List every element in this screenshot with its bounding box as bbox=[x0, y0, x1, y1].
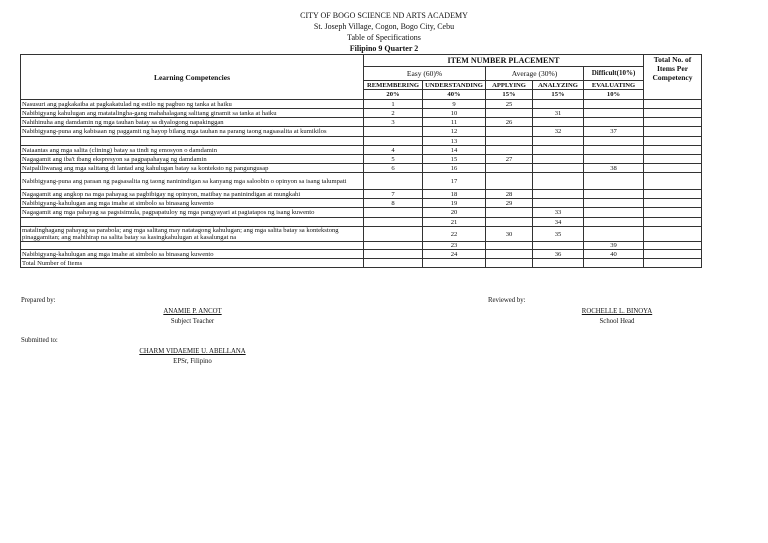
reviewer-name: ROCHELLE L. BINOYA bbox=[581, 308, 653, 315]
remembering-item-cell: 6 bbox=[364, 164, 423, 173]
total-items-cell bbox=[644, 259, 702, 268]
understanding-item-cell: 16 bbox=[423, 164, 486, 173]
total-items-cell bbox=[644, 127, 702, 137]
applying-item-cell bbox=[486, 218, 533, 227]
applying-item-cell: 30 bbox=[486, 227, 533, 242]
remembering-item-cell: 8 bbox=[364, 199, 423, 208]
understanding-item-cell: 18 bbox=[423, 190, 486, 199]
evaluating-item-cell bbox=[584, 218, 644, 227]
remembering-item-cell: 3 bbox=[364, 118, 423, 127]
understanding-item-cell: 17 bbox=[423, 173, 486, 190]
applying-item-cell bbox=[486, 137, 533, 146]
table-row bbox=[21, 100, 702, 109]
competency-cell: matalinghagang pahayag sa parabola; ang mga salitang may natatagong kahulugan; ang mga salita batay sa kontekstong pinaggamitan; ang mahihirap na salita batay sa kasingkahulugan at kasalungat na bbox=[21, 227, 364, 242]
applying-item-cell: 27 bbox=[486, 155, 533, 164]
evaluating-item-cell: 40 bbox=[584, 250, 644, 259]
remembering-item-cell bbox=[364, 173, 423, 190]
understanding-item-cell: 20 bbox=[423, 208, 486, 218]
total-items-cell bbox=[644, 100, 702, 109]
understanding-item-cell: 24 bbox=[423, 250, 486, 259]
competency-cell: Nabibigyang-kahulugan ang mga imahe at simbolo sa binasang kuwento bbox=[21, 250, 364, 259]
preparer-name: ANAMIE P. ANCOT bbox=[163, 308, 222, 315]
understanding-item-cell bbox=[423, 259, 486, 268]
table-row bbox=[21, 190, 702, 199]
evaluating-item-cell bbox=[584, 199, 644, 208]
analyzing-item-cell: 32 bbox=[533, 127, 584, 137]
evaluating-item-cell: 37 bbox=[584, 127, 644, 137]
competency-cell: Nagagamit ang iba't ibang ekspresyon sa pagpapahayag ng damdamin bbox=[21, 155, 364, 164]
item-number-placement-header: ITEM NUMBER PLACEMENT bbox=[364, 55, 644, 67]
competency-cell: Nabibigyang-puna ang kabisaan ng paggamit ng hayop bilang mga tauhan na parang taong nagsasalita at kumikilos bbox=[21, 127, 364, 137]
difficult-group-header: Difficult(10%) bbox=[584, 67, 644, 81]
remembering-item-cell bbox=[364, 250, 423, 259]
remembering-item-cell bbox=[364, 208, 423, 218]
analyzing-item-cell bbox=[533, 173, 584, 190]
remembering-item-cell: 1 bbox=[364, 100, 423, 109]
table-row bbox=[21, 259, 702, 268]
reviewer-role: School Head bbox=[599, 318, 635, 325]
remembering-item-cell: 5 bbox=[364, 155, 423, 164]
applying-item-cell bbox=[486, 164, 533, 173]
table-row bbox=[21, 164, 702, 173]
level-evaluating: EVALUATING bbox=[584, 81, 644, 90]
total-items-cell bbox=[644, 164, 702, 173]
easy-group-header: Easy (60)% bbox=[364, 67, 486, 81]
understanding-item-cell: 14 bbox=[423, 146, 486, 155]
level-applying: APPLYING bbox=[486, 81, 533, 90]
percent-evaluating: 10% bbox=[584, 90, 644, 100]
table-row bbox=[21, 137, 702, 146]
table-row bbox=[21, 118, 702, 127]
table-row bbox=[21, 155, 702, 164]
analyzing-item-cell bbox=[533, 146, 584, 155]
table-row bbox=[21, 199, 702, 208]
total-items-cell bbox=[644, 242, 702, 250]
evaluating-item-cell bbox=[584, 259, 644, 268]
evaluating-item-cell bbox=[584, 208, 644, 218]
analyzing-item-cell: 36 bbox=[533, 250, 584, 259]
percent-remembering: 20% bbox=[364, 90, 423, 100]
preparer-role: Subject Teacher bbox=[170, 318, 215, 325]
level-understanding: UNDERSTANDING bbox=[423, 81, 486, 90]
understanding-item-cell: 10 bbox=[423, 109, 486, 118]
percent-understanding: 40% bbox=[423, 90, 486, 100]
evaluating-item-cell bbox=[584, 227, 644, 242]
subject-title: Filipino 9 Quarter 2 bbox=[349, 44, 419, 53]
specification-table-body bbox=[21, 100, 702, 268]
applying-item-cell: 25 bbox=[486, 100, 533, 109]
analyzing-item-cell bbox=[533, 199, 584, 208]
remembering-item-cell bbox=[364, 259, 423, 268]
applying-item-cell bbox=[486, 242, 533, 250]
applying-item-cell bbox=[486, 173, 533, 190]
analyzing-item-cell bbox=[533, 137, 584, 146]
understanding-item-cell: 11 bbox=[423, 118, 486, 127]
analyzing-item-cell: 31 bbox=[533, 109, 584, 118]
understanding-item-cell: 12 bbox=[423, 127, 486, 137]
specification-table bbox=[20, 54, 702, 268]
learning-competencies-header: Learning Competencies bbox=[21, 55, 364, 100]
table-row bbox=[21, 127, 702, 137]
table-row bbox=[21, 146, 702, 155]
evaluating-item-cell bbox=[584, 146, 644, 155]
applying-item-cell: 26 bbox=[486, 118, 533, 127]
competency-cell: Nagagamit ang mga pahayag sa pagsisimula, pagpapatuloy ng mga pangyayari at pagtatapos ng isang kuwento bbox=[21, 208, 364, 218]
understanding-item-cell: 15 bbox=[423, 155, 486, 164]
understanding-item-cell: 13 bbox=[423, 137, 486, 146]
evaluating-item-cell: 38 bbox=[584, 164, 644, 173]
competency-cell: Nabibigyang-puna ang paraan ng pagsasalita ng taong naninindigan sa kanyang mga saloobin o opinyon sa isang talumpati bbox=[21, 173, 364, 190]
table-row bbox=[21, 218, 702, 227]
applying-item-cell bbox=[486, 250, 533, 259]
percent-applying: 15% bbox=[486, 90, 533, 100]
school-name: CITY OF BOGO SCIENCE ND ARTS ACADEMY bbox=[300, 11, 468, 20]
analyzing-item-cell bbox=[533, 190, 584, 199]
school-address: St. Joseph Village, Cogon, Bogo City, Cebu bbox=[313, 22, 455, 31]
total-items-cell bbox=[644, 109, 702, 118]
total-items-cell bbox=[644, 155, 702, 164]
level-analyzing: ANALYZING bbox=[533, 81, 584, 90]
applying-item-cell bbox=[486, 146, 533, 155]
table-row bbox=[21, 173, 702, 190]
applying-item-cell bbox=[486, 208, 533, 218]
level-remembering: REMEMBERING bbox=[364, 81, 423, 90]
evaluating-item-cell bbox=[584, 118, 644, 127]
evaluating-item-cell: 39 bbox=[584, 242, 644, 250]
evaluating-item-cell bbox=[584, 155, 644, 164]
total-items-cell bbox=[644, 227, 702, 242]
analyzing-item-cell bbox=[533, 118, 584, 127]
table-row bbox=[21, 227, 702, 242]
remembering-item-cell: 2 bbox=[364, 109, 423, 118]
total-items-cell bbox=[644, 146, 702, 155]
remembering-item-cell bbox=[364, 127, 423, 137]
analyzing-item-cell bbox=[533, 259, 584, 268]
total-items-cell bbox=[644, 250, 702, 259]
total-items-cell bbox=[644, 208, 702, 218]
understanding-item-cell: 23 bbox=[423, 242, 486, 250]
understanding-item-cell: 21 bbox=[423, 218, 486, 227]
analyzing-item-cell bbox=[533, 155, 584, 164]
evaluating-item-cell bbox=[584, 137, 644, 146]
understanding-item-cell: 19 bbox=[423, 199, 486, 208]
applying-item-cell: 29 bbox=[486, 199, 533, 208]
remembering-item-cell bbox=[364, 137, 423, 146]
document-title: Table of Specifications bbox=[347, 33, 421, 42]
reviewed-by-label: Reviewed by: bbox=[488, 297, 526, 304]
competency-cell: Naipaliliwanag ang mga salitang di lantad ang kahulugan batay sa konteksto ng pangungusap bbox=[21, 164, 364, 173]
remembering-item-cell bbox=[364, 227, 423, 242]
average-group-header: Average (30%) bbox=[486, 67, 584, 81]
analyzing-item-cell bbox=[533, 164, 584, 173]
competency-cell: Nagagamit ang angkop na mga pahayag sa pagbibigay ng opinyon, matibay na paninindigan at mungkahi bbox=[21, 190, 364, 199]
competency-cell: Nahihinuha ang damdamin ng mga tauhan batay sa diyalogong napakinggan bbox=[21, 118, 364, 127]
analyzing-item-cell bbox=[533, 242, 584, 250]
analyzing-item-cell bbox=[533, 100, 584, 109]
remembering-item-cell bbox=[364, 218, 423, 227]
competency-cell: Nasusuri ang pagkakaiba at pagkakatulad ng estilo ng pagbuo ng tanka at haiku bbox=[21, 100, 364, 109]
evaluating-item-cell bbox=[584, 100, 644, 109]
table-row bbox=[21, 109, 702, 118]
applying-item-cell bbox=[486, 259, 533, 268]
competency-cell: Total Number of Items bbox=[21, 259, 364, 268]
total-items-cell bbox=[644, 218, 702, 227]
evaluating-item-cell bbox=[584, 109, 644, 118]
evaluating-item-cell bbox=[584, 190, 644, 199]
applying-item-cell bbox=[486, 109, 533, 118]
total-items-cell bbox=[644, 137, 702, 146]
analyzing-item-cell: 34 bbox=[533, 218, 584, 227]
total-items-cell bbox=[644, 118, 702, 127]
table-row bbox=[21, 208, 702, 218]
table-row bbox=[21, 250, 702, 259]
total-items-header: Total No. of Items Per Competency bbox=[644, 55, 702, 100]
remembering-item-cell: 4 bbox=[364, 146, 423, 155]
total-items-cell bbox=[644, 190, 702, 199]
table-row bbox=[21, 242, 702, 250]
analyzing-item-cell: 35 bbox=[533, 227, 584, 242]
competency-cell: Nabibigyang-kahulugan ang mga imahe at simbolo sa binasang kuwento bbox=[21, 199, 364, 208]
prepared-by-label: Prepared by: bbox=[21, 297, 56, 304]
submitted-name: CHARM VIDAEMIE U. ABELLANA bbox=[139, 348, 246, 355]
submitted-role: EPSr, Filipino bbox=[173, 358, 212, 365]
competency-cell bbox=[21, 137, 364, 146]
analyzing-item-cell: 33 bbox=[533, 208, 584, 218]
submitted-to-label: Submitted to: bbox=[21, 337, 58, 344]
evaluating-item-cell bbox=[584, 173, 644, 190]
understanding-item-cell: 9 bbox=[423, 100, 486, 109]
total-items-cell bbox=[644, 173, 702, 190]
percent-analyzing: 15% bbox=[533, 90, 584, 100]
remembering-item-cell bbox=[364, 242, 423, 250]
total-items-cell bbox=[644, 199, 702, 208]
competency-cell bbox=[21, 218, 364, 227]
remembering-item-cell: 7 bbox=[364, 190, 423, 199]
competency-cell: Naiaantas ang mga salita (clining) batay sa tindi ng emosyon o damdamin bbox=[21, 146, 364, 155]
applying-item-cell: 28 bbox=[486, 190, 533, 199]
applying-item-cell bbox=[486, 127, 533, 137]
competency-cell bbox=[21, 242, 364, 250]
understanding-item-cell: 22 bbox=[423, 227, 486, 242]
competency-cell: Nabibigyang kahulugan ang matatalingha-gang mahahalagang salitang ginamit sa tanka at haiku bbox=[21, 109, 364, 118]
